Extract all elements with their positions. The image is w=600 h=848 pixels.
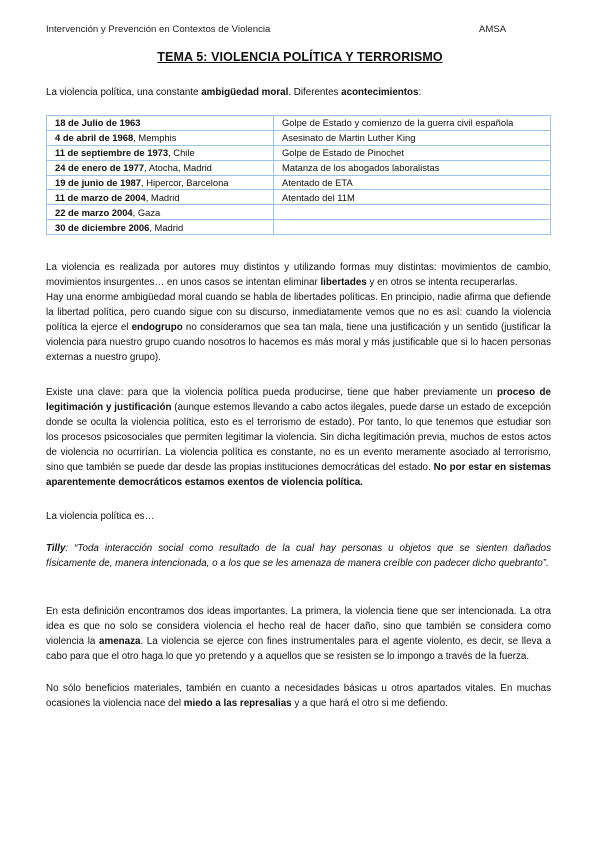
table-row bbox=[47, 160, 551, 175]
event-description-cell: Matanza de los abogados laboralistas bbox=[274, 160, 551, 175]
events-table bbox=[46, 115, 551, 235]
event-description-cell: Golpe de Estado y comienzo de la guerra civil española bbox=[274, 116, 551, 131]
event-date-cell: 18 de Julio de 1963 bbox=[47, 116, 274, 131]
event-date-cell: 11 de septiembre de 1973, Chile bbox=[47, 145, 274, 160]
event-description-cell bbox=[274, 220, 551, 235]
header-course-title: Intervención y Prevención en Contextos de Violencia bbox=[46, 24, 271, 35]
page-title: TEMA 5: VIOLENCIA POLÍTICA Y TERRORISMO bbox=[157, 50, 443, 64]
event-date-cell: 4 de abril de 1968, Memphis bbox=[47, 130, 274, 145]
paragraph-lead-in: La violencia política es… bbox=[46, 511, 155, 522]
intro-text-1: La violencia política, una constante bbox=[46, 87, 202, 98]
table-row bbox=[47, 190, 551, 205]
event-date-cell: 11 de marzo de 2004, Madrid bbox=[47, 190, 274, 205]
event-date-cell: 19 de junio de 1987, Hipercor, Barcelona bbox=[47, 175, 274, 190]
event-description-cell: Atentado de ETA bbox=[274, 175, 551, 190]
intro-bold-2: acontecimientos bbox=[341, 87, 419, 98]
paragraph-tilly-quote: Tilly: “Toda interacción social como resultado de la cual hay personas u objetos que se sienten dañados físicamente de, manera intencionada, o a los que se les amenaza de manera creíble con padecer dicho quebranto”. bbox=[46, 543, 551, 569]
header-author: AMSA bbox=[479, 24, 507, 35]
paragraph-authors: La violencia es realizada por autores muy distintos y utilizando formas muy distintas: movimientos de cambio, movimientos insurgentes… en unos casos se intentan eliminar libertades y en otros se intenta recuperarlas. bbox=[46, 262, 551, 288]
table-row bbox=[47, 220, 551, 235]
paragraph-ambiguity: Hay una enorme ambigüedad moral cuando se habla de libertades políticas. En principio, nadie afirma que defiende la libertad política, pero cuando sigue con su discurso, inmediatamente vemos que no es así: cuando la violencia política la ejerce el endogrupo no consideramos que sea tan mala, tiene una justificación y un sentido (justificar la violencia para nuestro grupo cuando nosotros lo hacemos es más moral y más justificable que si lo hacen personas externas a nuestro grupo). bbox=[46, 292, 551, 363]
event-date-cell: 30 de diciembre 2006, Madrid bbox=[47, 220, 274, 235]
event-date-cell: 22 de marzo 2004, Gaza bbox=[47, 205, 274, 220]
paragraph-block-1 bbox=[46, 260, 551, 365]
table-row bbox=[47, 205, 551, 220]
paragraph-legitimation: Existe una clave: para que la violencia política pueda producirse, tiene que haber previamente un proceso de legitimación y justificación (aunque estemos llevando a cabo actos ilegales, puede darse un estado de excepción donde se oculta la violencia política, esto es el terrorismo de estado). Por tanto, lo que tenemos que estudiar son los procesos psicosociales que permiten legitimar la violencia. Sin dicha legitimación previa, muchos de estos actos de violencia no ocurrirían. La violencia política es constante, no es un evento meramente asociado al terrorismo, sino que también se puede dar desde las propias instituciones democráticas del estado. No por estar en sistemas aparentemente democráticos estamos exentos de violencia política. bbox=[46, 387, 551, 488]
event-description-cell: Golpe de Estado de Pinochet bbox=[274, 145, 551, 160]
table-row bbox=[47, 175, 551, 190]
intro-line bbox=[46, 87, 421, 98]
table-row bbox=[47, 145, 551, 160]
table-row bbox=[47, 116, 551, 131]
table-row bbox=[47, 130, 551, 145]
event-date-cell: 24 de enero de 1977, Atocha, Madrid bbox=[47, 160, 274, 175]
paragraph-definition: En esta definición encontramos dos ideas importantes. La primera, la violencia tiene que ser intencionada. La otra idea es que no solo se considera violencia el hecho real de hacer daño, sino que también se considera como violencia la amenaza. La violencia se ejerce con fines instrumentales para el agente violento, es decir, se lleva a cabo para que el otro haga lo que yo pretendo y a aquellos que se resisten se lo impongo a través de la fuerza. bbox=[46, 606, 551, 662]
intro-text-2: . Diferentes bbox=[288, 87, 342, 98]
event-description-cell: Atentado del 11M bbox=[274, 190, 551, 205]
event-description-cell: Asesinato de Martin Luther King bbox=[274, 130, 551, 145]
paragraph-benefits: No sólo beneficios materiales, también en cuanto a necesidades básicas u otros apartados vitales. En muchas ocasiones la violencia nace del miedo a las represalias y a que hará el otro si me defiendo. bbox=[46, 683, 551, 709]
intro-bold-1: ambigüedad moral bbox=[201, 87, 289, 98]
intro-text-3: : bbox=[418, 87, 422, 98]
event-description-cell bbox=[274, 205, 551, 220]
